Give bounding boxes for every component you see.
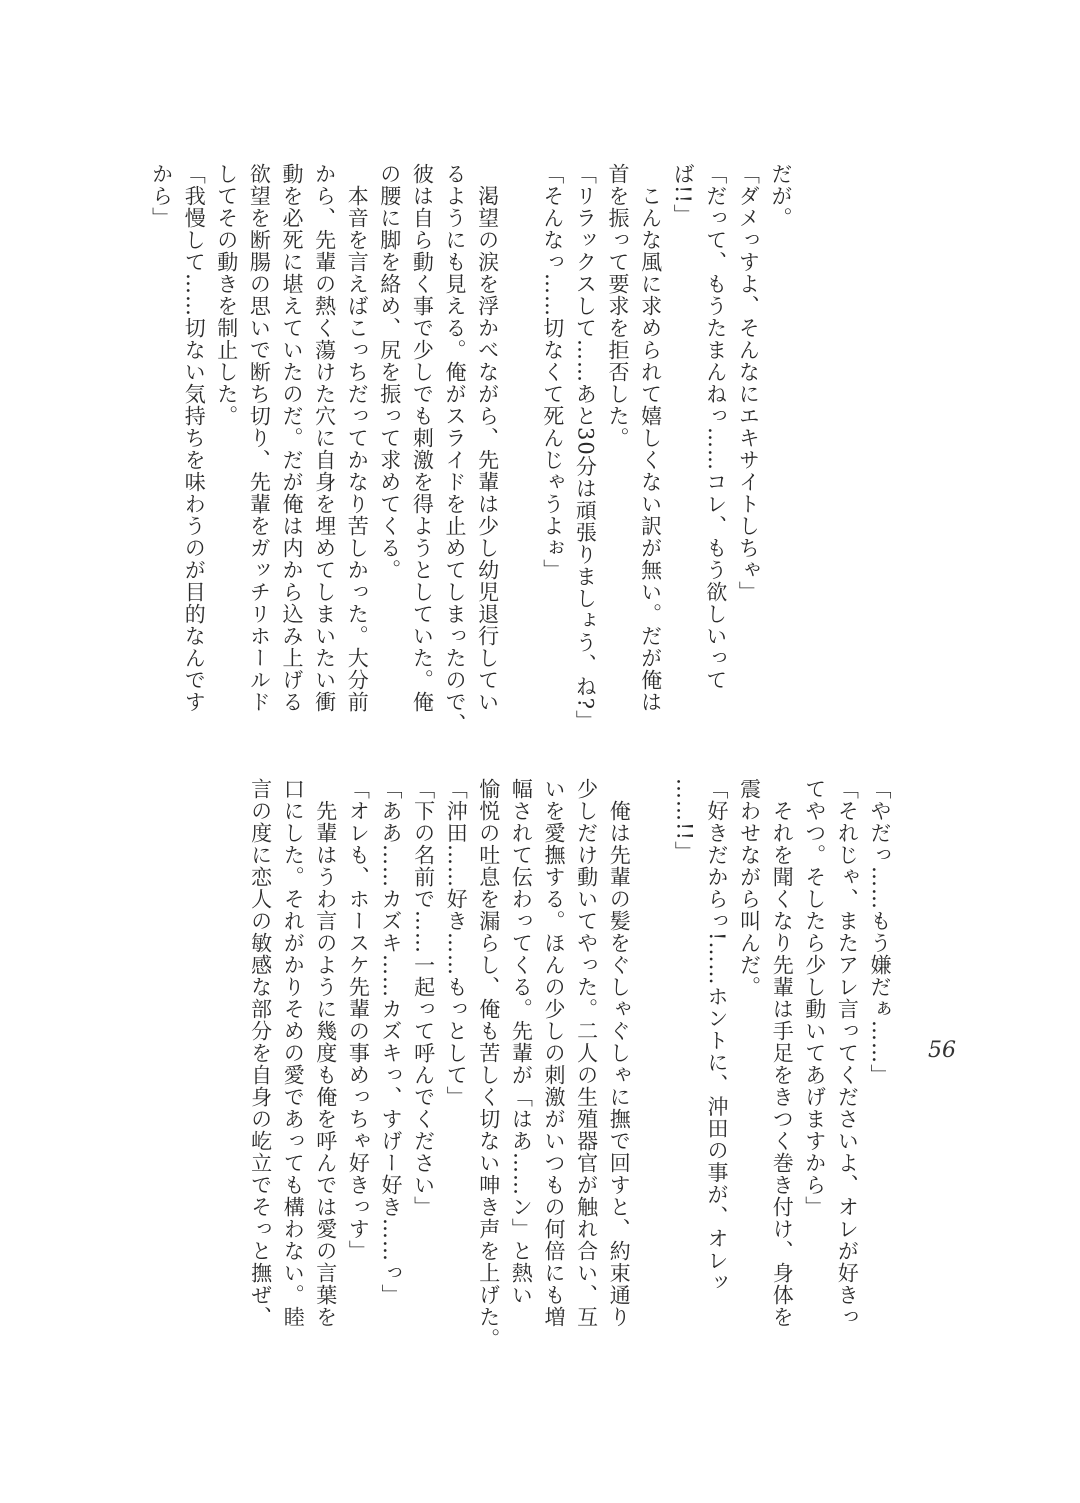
text-column: それを聞くなり先輩は手足をきつく巻き付け、身体を: [770, 778, 795, 1328]
page-number: 56: [928, 1038, 956, 1063]
text-column: 「そんなっ……切なくて死んじゃうよぉ」: [540, 163, 565, 581]
text-column: てやつ。そしたら少し動いてあげますから」: [802, 778, 827, 1218]
text-column: 本音を言えばこっちだってかなり苦しかった。大分前: [345, 163, 370, 713]
text-column: 動を必死に堪えていたのだ。だが俺は内から込み上げる: [280, 163, 304, 713]
text-column: 「好きだからっ!……ホントに、沖田の事が、オレッ: [705, 778, 729, 1294]
text-column: 彼は自ら動く事で少しでも刺激を得ようとしていた。俺: [410, 163, 435, 713]
text-column: 「下の名前で……一起って呼んでください」: [411, 778, 436, 1218]
text-column: 少しだけ動いてやった。二人の生殖器官が触れ合い、互: [574, 778, 599, 1328]
text-column: 口にした。それがかりそめの愛であっても構わない。睦: [281, 778, 306, 1328]
text-column: 愉悦の吐息を漏らし、俺も苦しく切ない呻き声を上げた。: [476, 778, 501, 1350]
text-column: こんな風に求められて嬉しくない訳が無い。だが俺は: [638, 163, 663, 713]
text-column: 「リラックスして……あと30分は頑張りましょう、ね?」: [573, 163, 598, 732]
text-column: 欲望を断腸の思いで断ち切り、先輩をガッチリホールド: [247, 163, 272, 713]
text-column: るようにも見える。俺がスライドを止めてしまったので、: [443, 163, 467, 735]
text-column: 震わせながら叫んだ。: [737, 778, 762, 998]
text-column: 俺は先輩の髪をぐしゃぐしゃに撫で回すと、約束通り: [607, 778, 632, 1328]
text-column: 「やだっ……もう嫌だぁ……」: [868, 778, 892, 1086]
text-column: 先輩はうわ言のように幾度も俺を呼んでは愛の言葉を: [313, 778, 338, 1328]
text-column: 渇望の涙を浮かべながら、先輩は少し幼児退行してい: [475, 163, 500, 713]
text-column: 「ダメっすよ、そんなにエキサイトしちゃ」: [736, 163, 761, 603]
text-column: 「沖田……好き……もっとして」: [444, 778, 469, 1108]
text-column: いを愛撫する。ほんの少しの刺激がいつもの何倍にも増: [542, 778, 566, 1328]
text-column: から、先輩の熱く蕩けた穴に自身を埋めてしまいたい衝: [312, 163, 337, 713]
text-column: 「オレも、ホースケ先輩の事めっちゃ好きっす」: [346, 778, 371, 1262]
text-column: 首を振って要求を拒否した。: [606, 163, 630, 449]
text-column: から」: [149, 163, 174, 229]
text-column: 「それじゃ、またアレ言ってくださいよ、オレが好きっ: [835, 778, 860, 1328]
text-column: の腰に脚を絡め、尻を振って求めてくる。: [377, 163, 402, 581]
text-column: 「だって、もうたまんねっ……コレ、もう欲しいって: [703, 163, 728, 691]
text-column: 言の度に恋人の敏感な部分を自身の屹立でそっと撫ぜ、: [248, 778, 273, 1328]
text-column: だが。: [769, 163, 793, 229]
text-column: ……!!」: [672, 778, 697, 863]
text-column: 幅されて伝わってくる。先輩が「はあ……ン」と熱い: [509, 778, 534, 1306]
text-column: 「ああ……カズキ……カズキっ、すげー好き……っ」: [379, 778, 403, 1306]
text-column: してその動きを制止した。: [214, 163, 239, 427]
text-column: ば!!」: [671, 163, 696, 226]
text-column: 「我慢して……切ない気持ちを味わうのが目的なんです: [182, 163, 207, 713]
